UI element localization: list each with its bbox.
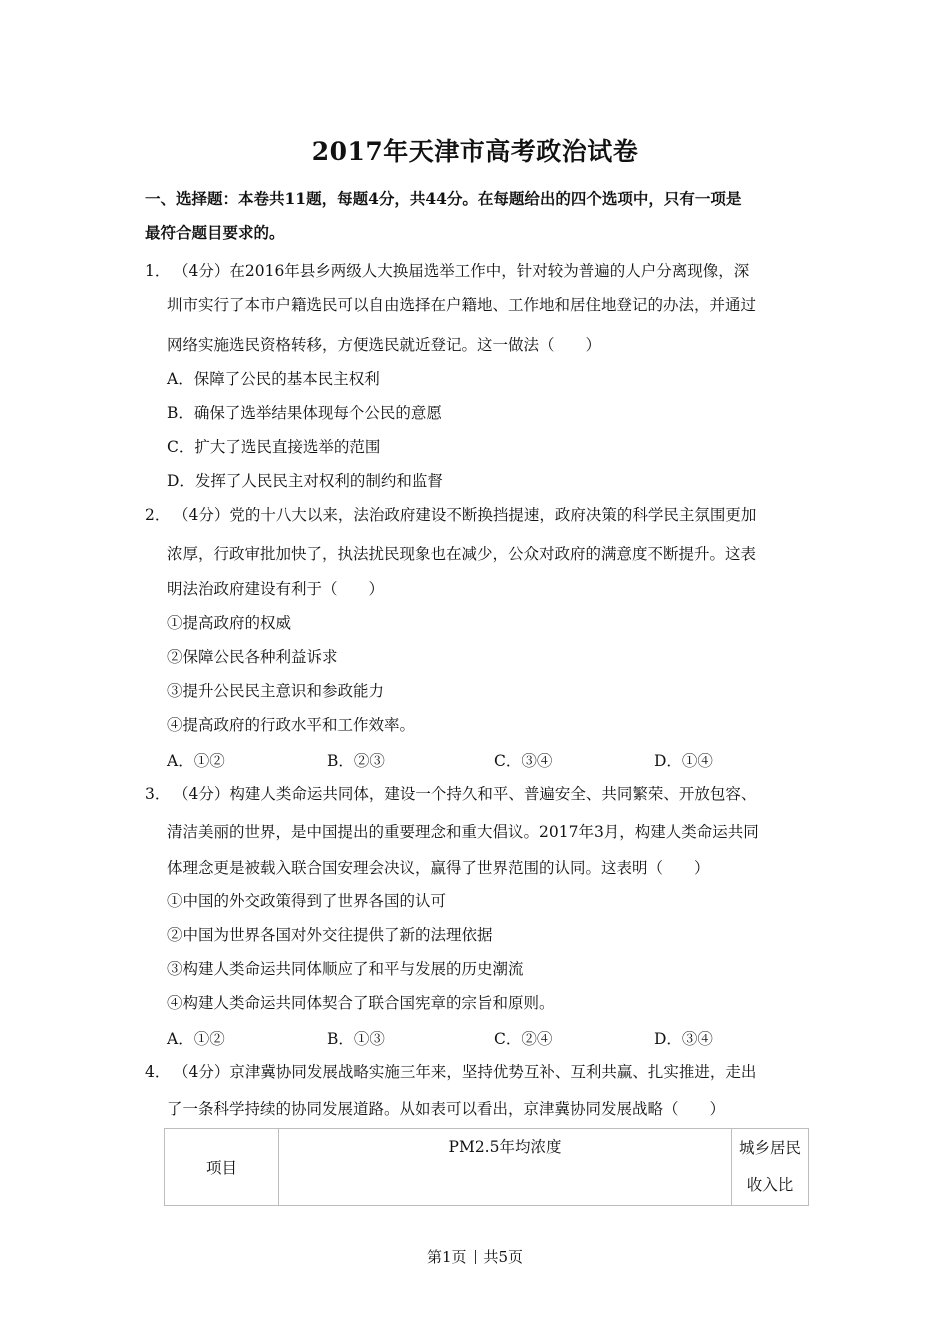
option-c: C．扩大了选民直接选举的范围 bbox=[167, 438, 381, 456]
choice-b: B．①③ bbox=[327, 1030, 385, 1048]
question-number: 2． bbox=[145, 506, 171, 524]
question-stem-line: （4分）京津冀协同发展战略实施三年来，坚持优势互补、互利共赢、扎实推进，走出 bbox=[173, 1063, 757, 1081]
question-stem-line: 明法治政府建设有利于（ ） bbox=[167, 580, 385, 598]
table-header-pm25: PM2.5年均浓度 bbox=[279, 1129, 732, 1206]
table-header-income-ratio-line-2: 收入比 bbox=[746, 1176, 794, 1194]
option-a: A．保障了公民的基本民主权利 bbox=[167, 370, 380, 388]
question-stem-line: 清洁美丽的世界，是中国提出的重要理念和重大倡议。2017年3月，构建人类命运共同 bbox=[167, 823, 759, 841]
question-stem-line: 了一条科学持续的协同发展道路。从如表可以看出，京津冀协同发展战略（ ） bbox=[167, 1100, 726, 1118]
question-stem-line: 网络实施选民资格转移，方便选民就近登记。这一做法（ ） bbox=[167, 336, 602, 354]
page-total: 共5页 bbox=[483, 1248, 524, 1266]
choice-a: A．①② bbox=[167, 1030, 225, 1048]
question-number: 4． bbox=[145, 1063, 171, 1081]
question-stem-line: 体理念更是被载入联合国安理会决议，赢得了世界范围的认同。这表明（ ） bbox=[167, 859, 710, 877]
table-header-income-ratio-line-1: 城乡居民 bbox=[738, 1139, 801, 1157]
data-table bbox=[164, 1128, 809, 1206]
table-header-income-ratio bbox=[732, 1129, 809, 1206]
question-stem-line: （4分）构建人类命运共同体，建设一个持久和平、普遍安全、共同繁荣、开放包容、 bbox=[173, 785, 757, 803]
question-stem-line: （4分）在2016年县乡两级人大换届选举工作中，针对较为普遍的人户分离现像，深 bbox=[173, 262, 750, 280]
statement-item: ③构建人类命运共同体顺应了和平与发展的历史潮流 bbox=[167, 960, 524, 978]
question-stem-line: 圳市实行了本市户籍选民可以自由选择在户籍地、工作地和居住地登记的办法，并通过 bbox=[167, 296, 757, 314]
choice-d: D．①④ bbox=[654, 752, 713, 770]
statement-item: ②保障公民各种利益诉求 bbox=[167, 648, 338, 666]
footer-divider bbox=[475, 1250, 476, 1264]
question-stem-line: 浓厚，行政审批加快了，执法扰民现象也在减少，公众对政府的满意度不断提升。这表 bbox=[167, 545, 757, 563]
page-footer bbox=[0, 1246, 950, 1267]
question-number: 1． bbox=[145, 262, 171, 280]
exam-title: 2017年天津市高考政治试卷 bbox=[311, 137, 639, 166]
statement-item: ①提高政府的权威 bbox=[167, 614, 292, 632]
statement-item: ①中国的外交政策得到了世界各国的认可 bbox=[167, 892, 447, 910]
choice-b: B．②③ bbox=[327, 752, 385, 770]
table-row bbox=[165, 1129, 809, 1206]
statement-item: ③提升公民民主意识和参政能力 bbox=[167, 682, 385, 700]
statement-item: ②中国为世界各国对外交往提供了新的法理依据 bbox=[167, 926, 493, 944]
section-heading-line-2: 最符合题目要求的。 bbox=[145, 223, 285, 242]
choice-d: D．③④ bbox=[654, 1030, 713, 1048]
choice-c: C．③④ bbox=[494, 752, 553, 770]
option-b: B．确保了选举结果体现每个公民的意愿 bbox=[167, 404, 442, 422]
statement-item: ④提高政府的行政水平和工作效率。 bbox=[167, 716, 416, 734]
choice-a: A．①② bbox=[167, 752, 225, 770]
choice-c: C．②④ bbox=[494, 1030, 553, 1048]
section-heading bbox=[145, 182, 815, 250]
statement-item: ④构建人类命运共同体契合了联合国宪章的宗旨和原则。 bbox=[167, 994, 555, 1012]
question-number: 3． bbox=[145, 785, 171, 803]
table-header-item: 项目 bbox=[165, 1129, 279, 1206]
page-number: 第1页 bbox=[426, 1248, 467, 1266]
option-d: D．发挥了人民民主对权利的制约和监督 bbox=[167, 472, 443, 490]
section-heading-line-1: 一、选择题：本卷共11题，每题4分，共44分。在每题给出的四个选项中，只有一项是 bbox=[145, 189, 742, 208]
question-stem-line: （4分）党的十八大以来，法治政府建设不断换挡提速，政府决策的科学民主氛围更加 bbox=[173, 506, 757, 524]
